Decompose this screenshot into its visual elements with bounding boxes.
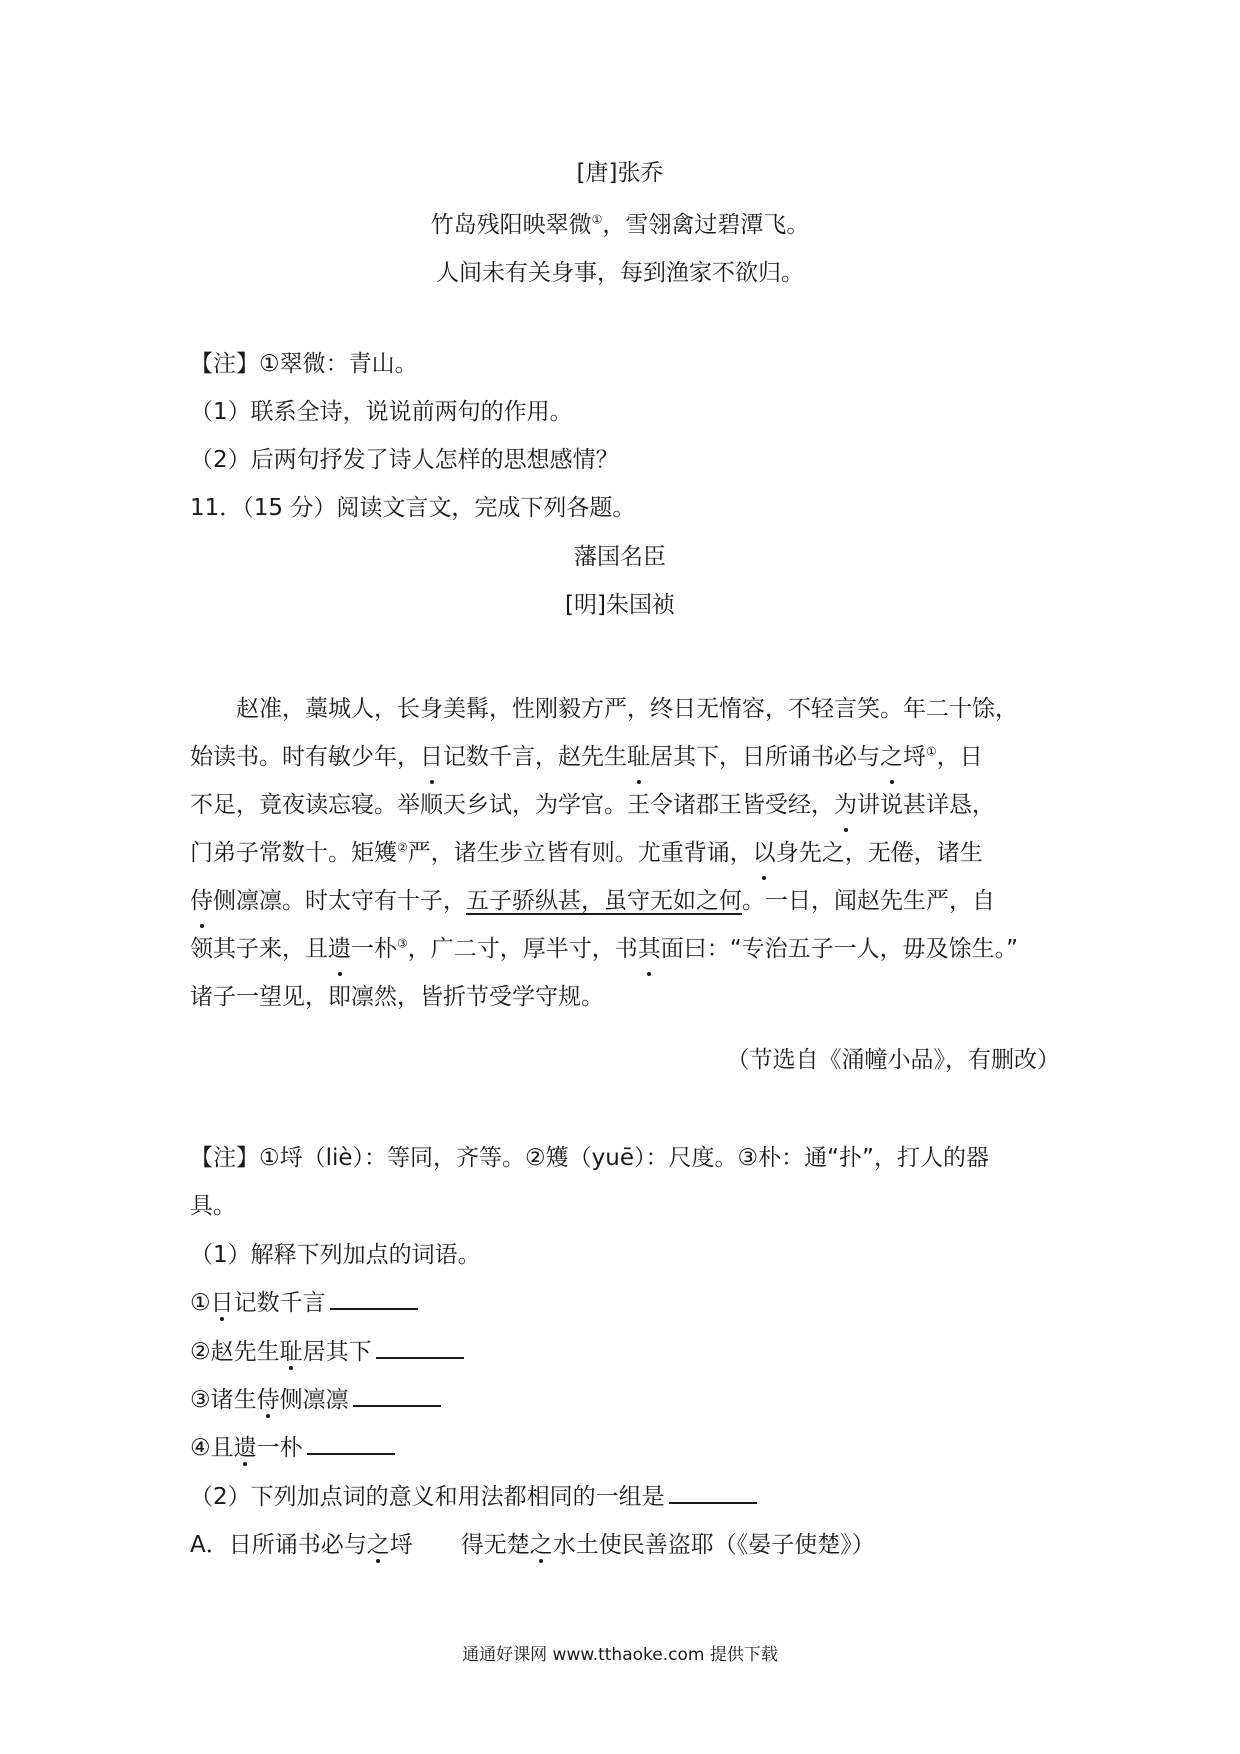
passage-source: （节选自《涌幢小品》，有删改）	[726, 1047, 1060, 1073]
poem-line-1-rest: ，雪翎禽过碧潭飞。	[602, 212, 810, 238]
poem-author: [唐]张乔	[576, 160, 664, 186]
text-span: ，日	[936, 744, 983, 770]
passage-line-5	[190, 877, 1060, 925]
sub-question-1-item-1	[190, 1288, 418, 1318]
question-10-1: （1）联系全诗，说说前两句的作用。	[190, 399, 573, 425]
poem-note: 【注】①翠微：青山。	[190, 351, 418, 377]
answer-blank[interactable]	[376, 1337, 464, 1359]
dotted-word: 日	[420, 733, 443, 781]
answer-blank[interactable]	[307, 1433, 395, 1455]
poem-footnote-mark: ①	[591, 212, 603, 227]
text-span: 始读书。时有敏少年，	[190, 744, 420, 770]
passage-line-4	[190, 829, 1060, 877]
dotted-word: 耻	[627, 733, 650, 781]
sub-question-1-item-3	[190, 1385, 441, 1415]
option-a	[190, 1530, 875, 1560]
sub-question-1-item-2	[190, 1337, 464, 1367]
text-span: 日所诵书必与	[228, 1532, 367, 1558]
underlined-sentence: 五子骄纵甚，虽守无如之何	[466, 888, 742, 914]
footnote-mark: ②	[397, 840, 408, 855]
text-span: 不足，竟夜读忘寝。举顺天乡试，为学官。王令诸郡王皆受经，	[190, 792, 834, 818]
text-span: 得无楚	[460, 1532, 530, 1558]
passage-note-line-1: 【注】①埒（liè）：等同，齐等。②矱（yuē）：尺度。③朴：通“扑”，打人的器	[190, 1145, 989, 1171]
dotted-word: 侍	[256, 1387, 280, 1413]
sub-question-1-item-4	[190, 1433, 395, 1463]
text-span: 埒	[389, 1532, 413, 1558]
text-span: 居其下，日所诵书必与	[650, 744, 880, 770]
dotted-word: 之	[880, 733, 903, 781]
passage-body	[190, 685, 1060, 1021]
text-span: 。一日，闻赵先生严，自	[742, 888, 995, 914]
text-span: 侧凛凛	[279, 1387, 349, 1413]
passage-note-line-2: 具。	[190, 1193, 236, 1219]
dotted-word: 侍	[190, 877, 213, 925]
text-span: 记数千言，赵先生	[443, 744, 627, 770]
dotted-word: 遗	[328, 925, 351, 973]
text-span: 讲说甚详恳，	[857, 792, 995, 818]
dotted-word: 之	[366, 1532, 390, 1558]
footnote-mark: ③	[397, 936, 408, 951]
answer-blank[interactable]	[330, 1288, 418, 1310]
passage-title: 藩国名臣	[574, 544, 666, 570]
text-span: 面曰：“专治五子一人，毋及馀生。”	[660, 936, 1019, 962]
sub-question-1-heading: （1）解释下列加点的词语。	[190, 1242, 481, 1268]
text-span: 门弟子常数十。矩矱	[190, 840, 397, 866]
passage-line-2	[190, 733, 1060, 781]
question-11-heading: 11．（15 分）阅读文言文，完成下列各题。	[190, 495, 636, 521]
dotted-word: 其	[638, 925, 661, 973]
text-span: ①	[190, 1290, 211, 1316]
text-span: 居其下	[302, 1339, 372, 1365]
passage-author: [明]朱国祯	[565, 592, 675, 618]
answer-blank[interactable]	[353, 1385, 441, 1407]
text-span: 记数千言	[233, 1290, 326, 1316]
dotted-word: 耻	[279, 1339, 303, 1365]
text-span: 一朴	[256, 1435, 303, 1461]
dotted-word: 遗	[233, 1435, 257, 1461]
sub-question-2-heading	[190, 1482, 757, 1512]
footnote-mark: ①	[926, 744, 937, 759]
text-span: 身先之，无倦，诸生	[775, 840, 983, 866]
text-span: ②赵先生	[190, 1339, 280, 1365]
passage-line-6	[190, 925, 1060, 973]
text-span: 水土使民善盗耶（《晏子使楚》）	[552, 1532, 875, 1558]
passage-line-3	[190, 781, 1060, 829]
dotted-word: 日	[210, 1290, 234, 1316]
page-footer: 通通好课网 www.tthaoke.com 提供下载	[462, 1645, 778, 1665]
text-span: ，广二寸，厚半寸，书	[407, 936, 638, 962]
question-10-2: （2）后两句抒发了诗人怎样的思想感情？	[190, 447, 619, 473]
option-label: A．	[190, 1532, 229, 1558]
passage-line-1: 赵准，藁城人，长身美髯，性刚毅方严，终日无惰容，不轻言笑。年二十馀，	[236, 696, 1018, 722]
answer-blank[interactable]	[669, 1482, 757, 1504]
text-span: 一朴	[351, 936, 397, 962]
text-span: 侧凛凛。时太守有十子，	[213, 888, 466, 914]
poem-line-1-text: 竹岛残阳映翠微	[430, 212, 592, 238]
text-span: （2）下列加点词的意义和用法都相同的一组是	[190, 1484, 665, 1510]
text-span: 埒	[903, 744, 926, 770]
poem-line-1	[0, 210, 1240, 240]
text-span: 严，诸生步立皆有则。尤重背诵，	[407, 840, 753, 866]
dotted-word: 之	[529, 1532, 553, 1558]
text-span: ④且	[190, 1435, 234, 1461]
text-span: ③诸生	[190, 1387, 257, 1413]
passage-line-7: 诸子一望见，即凛然，皆折节受学守规。	[190, 984, 604, 1010]
text-span: 领其子来，且	[190, 936, 328, 962]
poem-line-2: 人间未有关身事，每到渔家不欲归。	[436, 260, 804, 286]
dotted-word: 为	[834, 781, 857, 829]
dotted-word: 以	[753, 829, 776, 877]
